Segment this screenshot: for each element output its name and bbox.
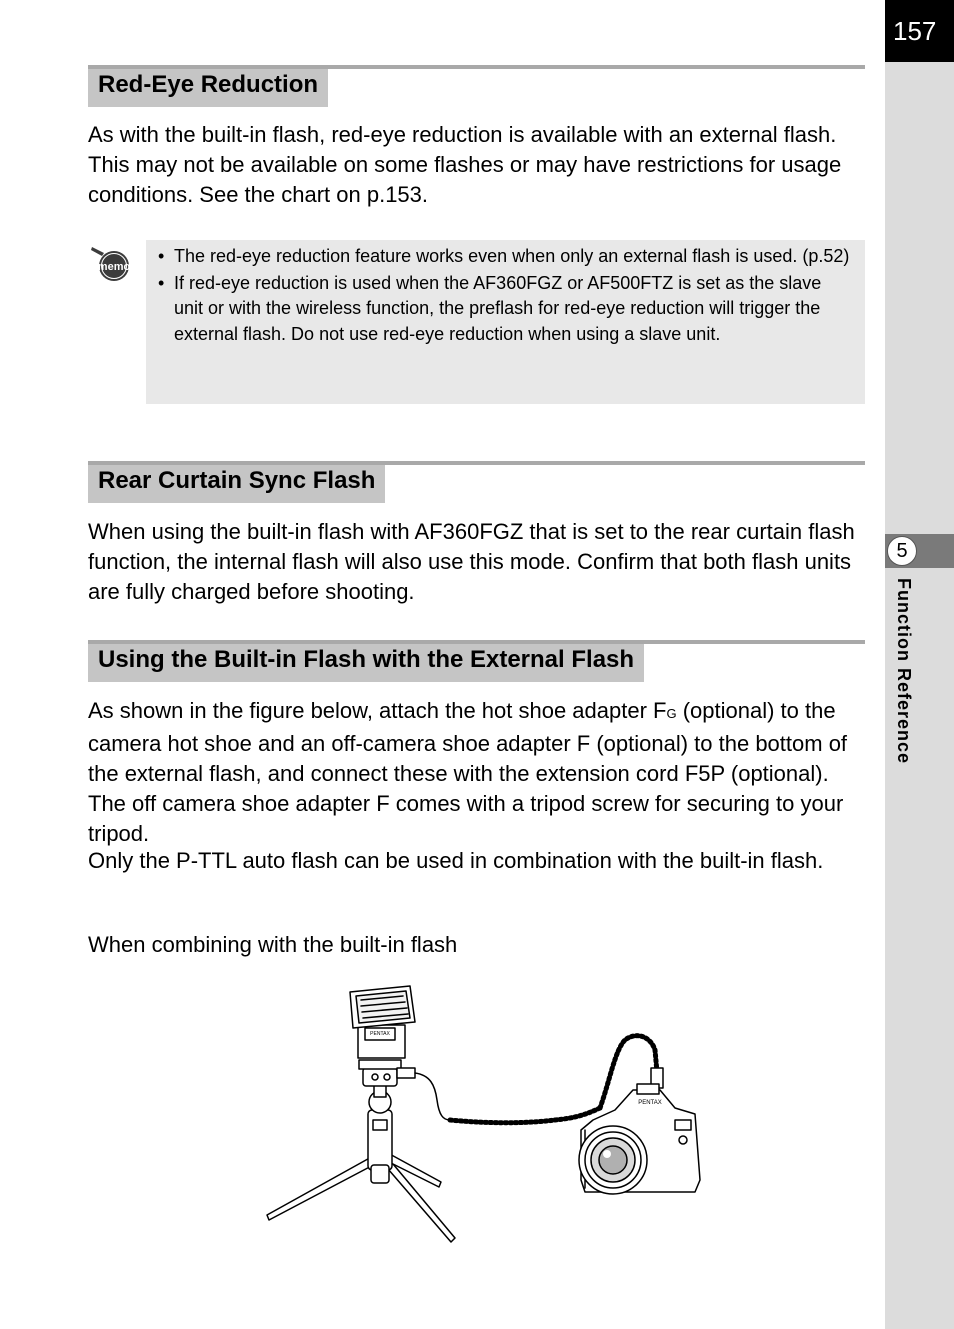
chapter-number: 5 (887, 536, 917, 566)
memo-item: • The red-eye reduction feature works even when only an external flash is used. (p.52) (156, 244, 853, 270)
paragraph-built-in-external: As shown in the figure below, attach the hot shoe adapter FG (optional) to the camera hot shoe and an off-camera shoe adapter F (optional) to the bottom of the external flash, and connect these with the extension cord F5P (optional). The off camera shoe adapter F comes with a tripod screw for securing to your tripod. (88, 698, 848, 846)
svg-text:PENTAX: PENTAX (370, 1031, 390, 1037)
memo-item: • If red-eye reduction is used when the AF360FGZ or AF500FTZ is set as the slave unit or with the wireless function, the preflash for red-eye reduction will trigger the external flash. Do not use red-eye reduction when using a slave unit. (156, 271, 853, 348)
chapter-label: Function Reference (894, 578, 914, 765)
paragraph-p-ttl: Only the P-TTL auto flash can be used in combination with the built-in flash. (88, 848, 824, 873)
memo-list (156, 244, 853, 347)
section-title: Rear Curtain Sync Flash (88, 465, 385, 503)
section-title: Using the Built-in Flash with the External Flash (88, 644, 644, 682)
memo-icon (88, 243, 134, 283)
paragraph-red-eye: As with the built-in flash, red-eye reduction is available with an external flash. This may not be available on some flashes or may have restrictions for usage conditions. See the chart on p.153. (88, 122, 842, 207)
flash-camera-illustration (255, 980, 715, 1250)
svg-text:PENTAX: PENTAX (638, 1100, 662, 1106)
svg-text:memo: memo (97, 261, 131, 273)
memo-box (146, 240, 865, 404)
paragraph-rear-curtain: When using the built-in flash with AF360FGZ that is set to the rear curtain flash function, the internal flash will also use this mode. Confirm that both flash units are fully charged before shooting. (88, 519, 855, 604)
page-number: 157 (885, 0, 954, 62)
section-title: Red-Eye Reduction (88, 69, 328, 107)
figure-caption: When combining with the built-in flash (88, 932, 458, 957)
